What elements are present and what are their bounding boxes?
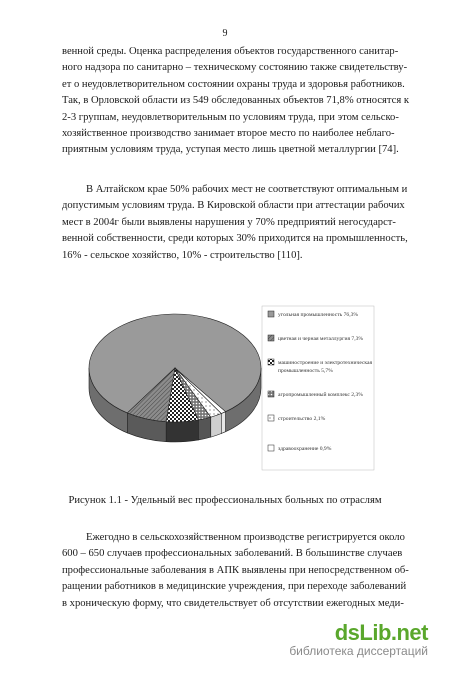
legend-label: цветная и черная металлургия 7,3%: [278, 336, 364, 342]
text-line: ет о неудовлетворительном состоянии охраны труда и здоровья работников.: [62, 78, 405, 90]
text-line: ращении работников в медицинские учреждения, при переходе заболеваний: [62, 581, 407, 593]
legend-label: здравоохранение 0,9%: [278, 446, 332, 452]
legend-label: угольная промышленность 76,3%: [278, 312, 359, 318]
text-line: мест в 2004г были выявлены нарушения у 70% предприятий негосударст-: [62, 216, 396, 228]
text-line: Ежегодно в сельскохозяйственном производстве регистрируется около: [86, 532, 405, 543]
chart-legend: [262, 306, 374, 470]
text-line: 600 – 650 случаев профессиональных заболеваний. В большинстве случаев: [62, 548, 403, 560]
text-line: Так, в Орловской области из 549 обследованных объектов 71,8% относятся к: [62, 95, 410, 107]
watermark: [289, 622, 428, 658]
pie-slice-side: [166, 420, 198, 442]
watermark-subtitle: библиотека диссертаций: [289, 644, 428, 658]
legend-label: агропромышленный комплекс 2,3%: [278, 392, 363, 398]
text-line: венной собственности, среди которых 30% приходится на промышленность,: [62, 233, 408, 245]
text-line: В Алтайском крае 50% рабочих мест не соответствуют оптимальным и: [86, 184, 408, 195]
text-line: венной среды. Оценка распределения объектов государственного санитар-: [62, 46, 399, 57]
legend-label: промышленность 5,7%: [278, 368, 333, 374]
pie-slice-side: [211, 414, 222, 438]
legend-label: строительство 2,1%: [278, 416, 326, 422]
text-line: ного надзора по санитарно – техническому состоянию также свидетельству-: [62, 62, 408, 74]
text-line: хозяйственное производство занимает второе место по наиболее неблаго-: [62, 128, 395, 140]
pie-slice-side: [198, 417, 210, 440]
text-line: в хроническую форму, что свидетельствует об отсутствии ежегодных меди-: [62, 597, 404, 609]
legend-swatch: [268, 359, 274, 365]
figure-caption: Рисунок 1.1 - Удельный вес профессиональных больных по отраслям: [68, 495, 382, 506]
paragraph-3: [62, 530, 409, 612]
text-line: приятным условиям труда, уступая место лишь цветной металлургии [74].: [62, 144, 399, 156]
text-line: допустимым условиям труда. В Кировской области при аттестации рабочих: [62, 200, 405, 212]
pie-slice-side: [221, 412, 225, 434]
legend-swatch: [268, 335, 274, 341]
watermark-logo[interactable]: dsLib.net: [334, 620, 428, 645]
legend-swatch: [268, 445, 274, 451]
text-line: профессиональные заболевания в АПК выявлены при непосредственном об-: [62, 564, 409, 576]
text-line: 16% - сельское хозяйство, 10% - строительство [110].: [62, 249, 303, 261]
legend-label: машиностроение и электротехническая: [278, 360, 373, 366]
page-number: 9: [222, 28, 228, 39]
legend-swatch: [268, 311, 274, 317]
legend-swatch: [268, 391, 274, 397]
text-line: 2-3 группам, неудовлетворительным по условиям труда, при этом сельско-: [62, 111, 399, 123]
legend-swatch: [268, 415, 274, 421]
pie-slices: [89, 314, 261, 422]
